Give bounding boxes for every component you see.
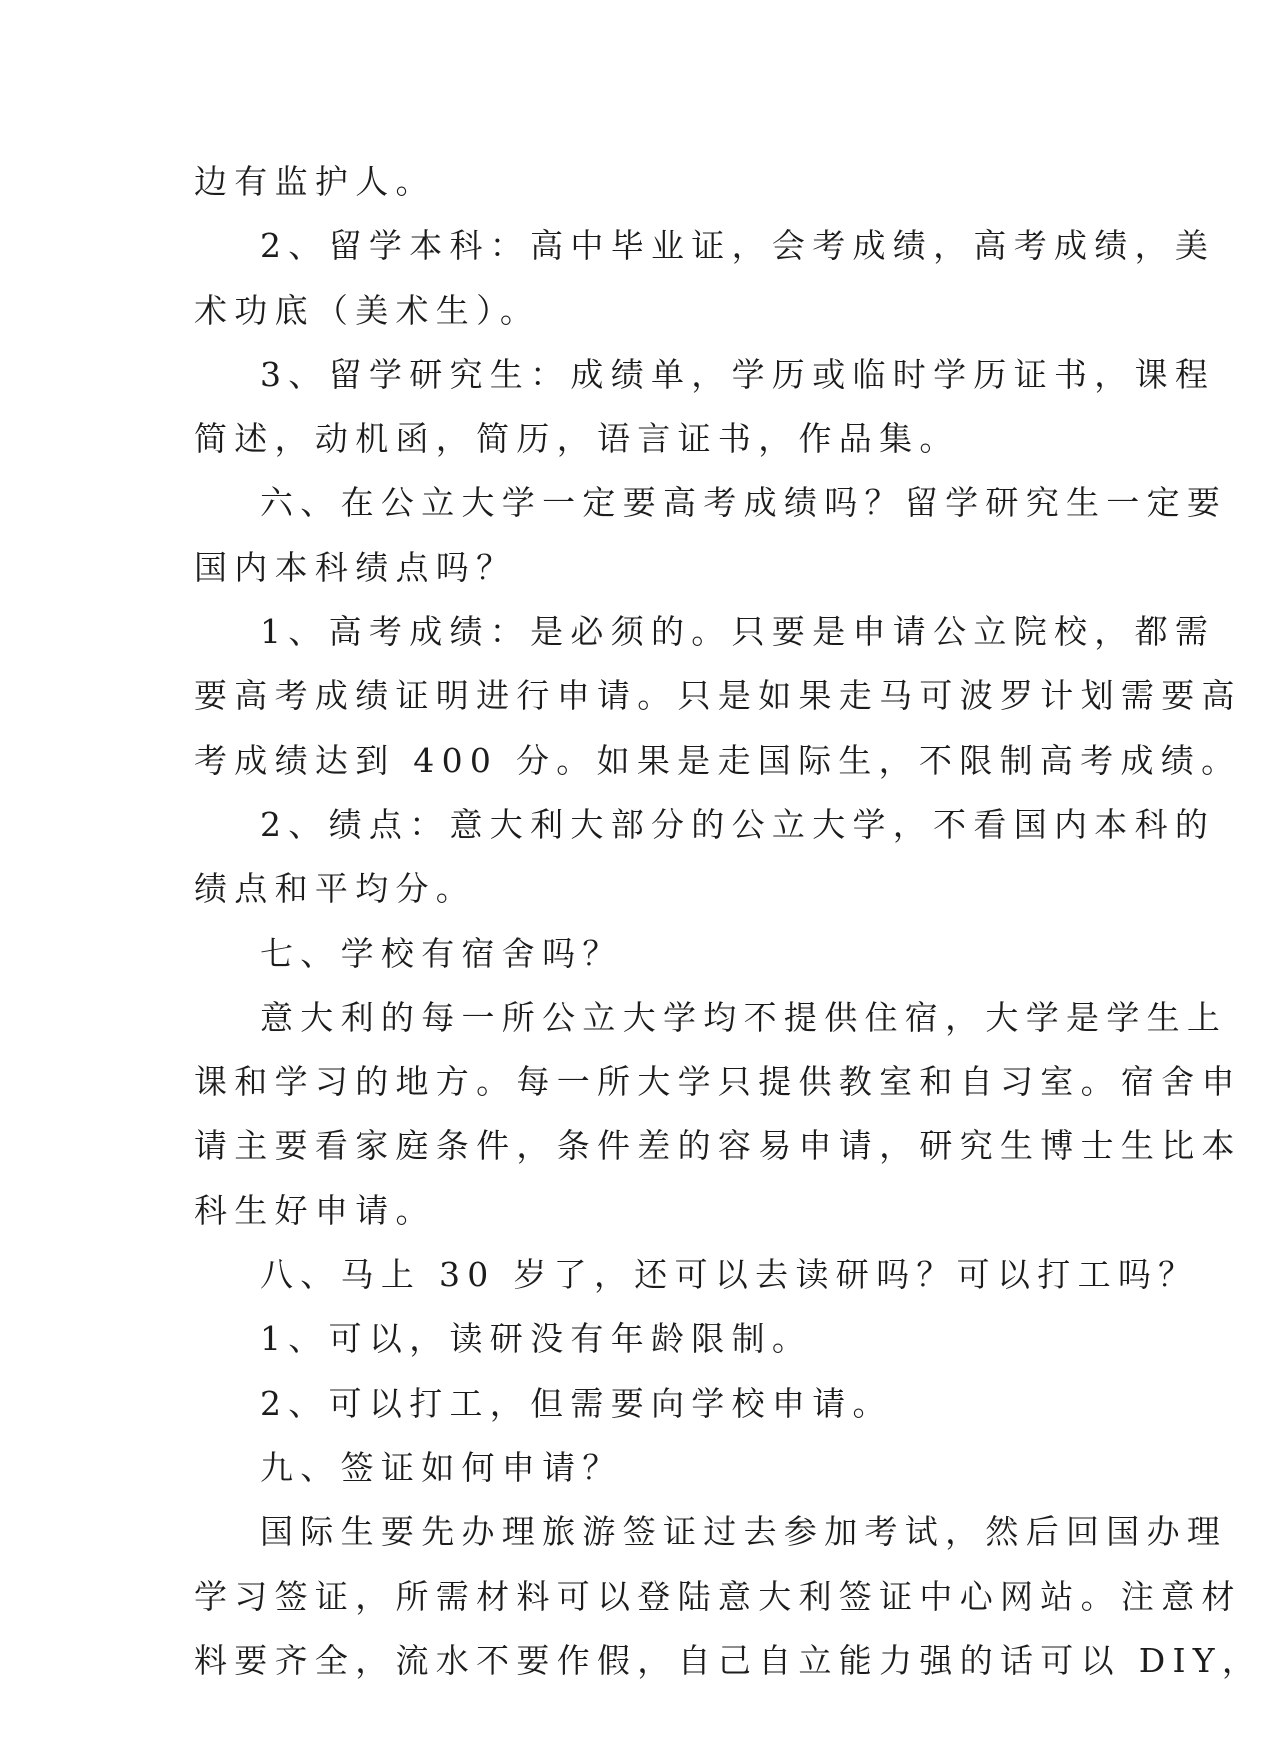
text-line: 科生好申请。 (194, 1190, 436, 1230)
text-line: 1、可以，读研没有年龄限制。 (260, 1319, 813, 1359)
text-line: 学习签证，所需材料可以登陆意大利签证中心网站。注意材 (194, 1576, 1242, 1616)
section-heading: 六、在公立大学一定要高考成绩吗？留学研究生一定要 (260, 483, 1228, 523)
text-line: 2、绩点：意大利大部分的公立大学，不看国内本科的 (260, 804, 1216, 844)
text-line: 料要齐全，流水不要作假，自己自立能力强的话可以 DIY， (194, 1640, 1262, 1680)
section-heading: 八、马上 30 岁了，还可以去读研吗？可以打工吗？ (260, 1255, 1199, 1295)
text-line: 边有监护人。 (194, 162, 436, 201)
text-line: 请主要看家庭条件，条件差的容易申请，研究生博士生比本 (194, 1126, 1242, 1166)
text-line: 要高考成绩证明进行申请。只是如果走马可波罗计划需要高 (194, 676, 1242, 716)
document-body (194, 150, 1262, 1693)
section-heading: 国内本科绩点吗？ (194, 547, 517, 587)
text-line: 国际生要先办理旅游签证过去参加考试，然后回国办理 (260, 1512, 1228, 1552)
text-line: 简述，动机函，简历，语言证书，作品集。 (194, 419, 960, 459)
text-line: 术功底（美术生）。 (194, 290, 541, 330)
section-heading: 九、签证如何申请？ (260, 1447, 623, 1487)
text-line: 1、高考成绩：是必须的。只要是申请公立院校，都需 (260, 612, 1216, 652)
text-line: 3、留学研究生：成绩单，学历或临时学历证书，课程 (260, 354, 1216, 394)
text-line: 2、可以打工，但需要向学校申请。 (260, 1383, 893, 1423)
text-line: 2、留学本科：高中毕业证，会考成绩，高考成绩，美 (260, 226, 1216, 266)
text-line: 意大利的每一所公立大学均不提供住宿，大学是学生上 (260, 997, 1228, 1037)
text-line: 课和学习的地方。每一所大学只提供教室和自习室。宿舍申 (194, 1062, 1242, 1102)
text-line: 考成绩达到 400 分。如果是走国际生，不限制高考成绩。 (194, 740, 1242, 780)
section-heading: 七、学校有宿舍吗？ (260, 933, 623, 973)
text-line: 绩点和平均分。 (194, 869, 477, 909)
